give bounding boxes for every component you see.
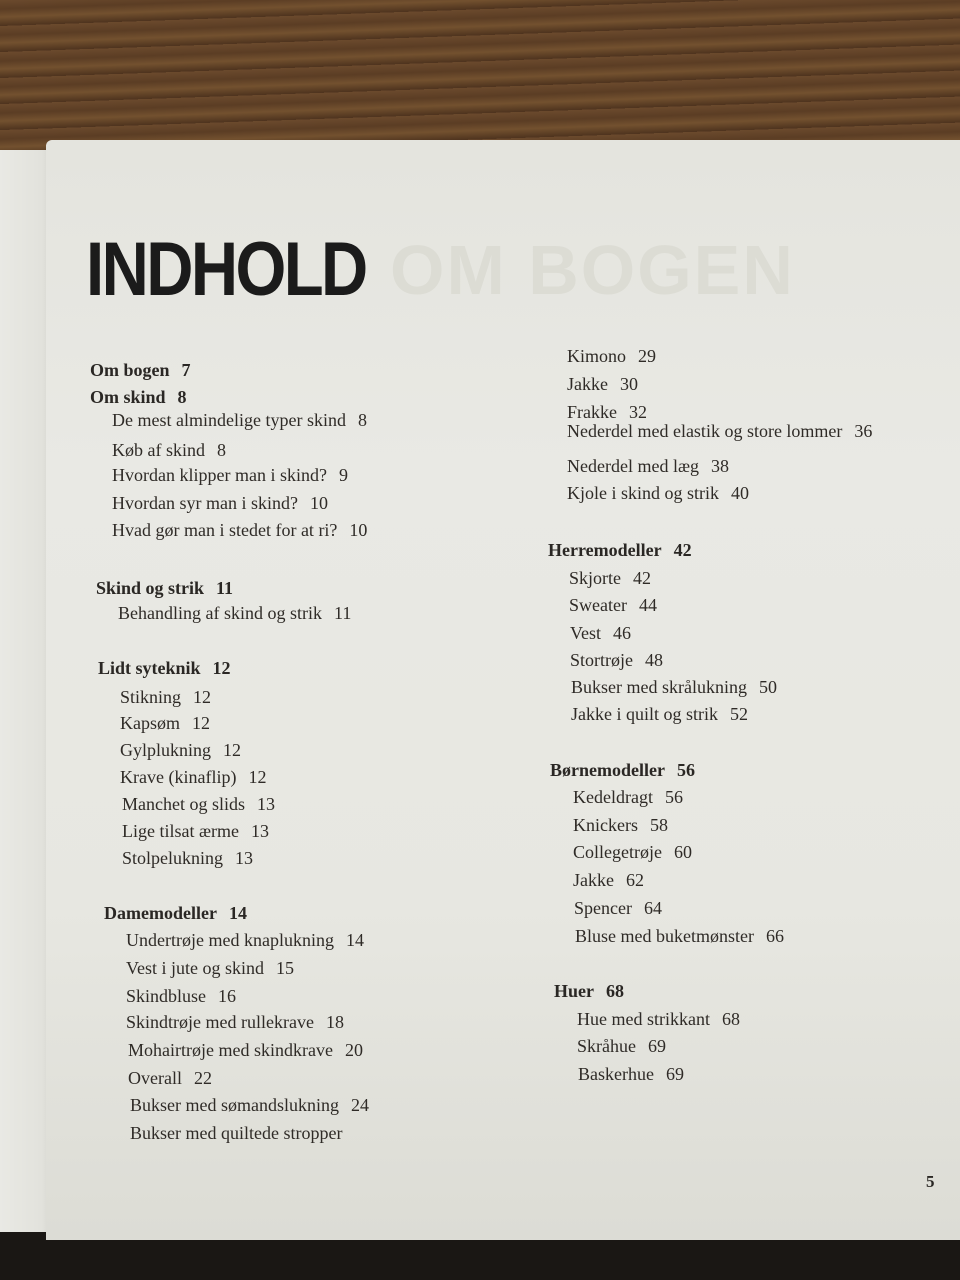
- toc-entry: [570, 623, 631, 644]
- toc-entry-page: 64: [643, 898, 662, 918]
- toc-entry-page: 10: [349, 520, 368, 540]
- toc-section-heading: [90, 387, 187, 408]
- toc-entry-label: Damemodeller: [104, 903, 217, 923]
- toc-entry: [112, 493, 328, 514]
- toc-entry-page: 16: [218, 986, 237, 1006]
- toc-entry-label: Køb af skind: [112, 440, 205, 460]
- toc-entry: [126, 986, 236, 1007]
- toc-entry-label: Bukser med quiltede stropper: [130, 1123, 343, 1143]
- toc-entry-page: 11: [216, 578, 234, 598]
- toc-entry: [573, 842, 692, 863]
- toc-entry: [112, 520, 367, 541]
- toc-entry: [120, 740, 241, 761]
- toc-entry-label: Jakke: [567, 374, 608, 394]
- toc-entry-page: 20: [344, 1040, 363, 1060]
- toc-entry-label: Kjole i skind og strik: [567, 483, 719, 503]
- toc-entry-page: 14: [228, 903, 247, 923]
- toc-entry-page: 58: [649, 815, 668, 835]
- toc-entry-page: 8: [217, 440, 226, 460]
- toc-entry-page: 13: [257, 794, 275, 814]
- toc-entry-label: Manchet og slids: [122, 794, 245, 814]
- toc-entry-label: Kapsøm: [120, 713, 180, 733]
- toc-entry: [118, 603, 351, 624]
- toc-entry-label: Skind og strik: [96, 578, 205, 598]
- toc-entry-page: 7: [181, 360, 191, 380]
- toc-entry-page: 12: [248, 767, 267, 787]
- toc-entry-page: 12: [192, 713, 210, 733]
- toc-entry: [126, 1012, 344, 1033]
- toc-entry-label: Overall: [128, 1068, 182, 1088]
- toc-entry-label: De mest almindelige typer skind: [112, 410, 346, 430]
- toc-entry-label: Vest i jute og skind: [126, 958, 264, 978]
- toc-entry-label: Hvad gør man i stedet for at ri?: [112, 520, 338, 540]
- toc-entry-label: Bluse med buketmønster: [575, 926, 754, 946]
- toc-entry-label: Herremodeller: [548, 540, 662, 560]
- toc-entry: [567, 402, 647, 423]
- toc-entry-page: 30: [619, 374, 638, 394]
- toc-entry-page: 8: [177, 387, 187, 407]
- toc-entry-page: 44: [638, 595, 657, 615]
- toc-entry: [128, 1068, 212, 1089]
- toc-entry-label: Frakke: [567, 402, 617, 422]
- toc-entry-page: 12: [212, 658, 231, 678]
- toc-entry: [120, 687, 211, 708]
- toc-entry-page: 50: [758, 677, 777, 697]
- toc-section-heading: [104, 903, 247, 924]
- toc-entry-label: Mohairtrøje med skindkrave: [128, 1040, 333, 1060]
- toc-entry-label: Skindtrøje med rullekrave: [126, 1012, 314, 1032]
- toc-entry: [578, 1064, 684, 1085]
- toc-section-heading: [550, 760, 695, 781]
- toc-entry-label: Knickers: [573, 815, 638, 835]
- toc-entry: [130, 1095, 369, 1116]
- toc-entry-page: 68: [606, 981, 624, 1001]
- toc-entry: [112, 410, 367, 431]
- toc-entry: [122, 821, 269, 842]
- toc-entry-page: 38: [710, 456, 729, 476]
- toc-entry-page: 15: [276, 958, 294, 978]
- toc-entry: [567, 456, 729, 477]
- toc-entry-label: Jakke: [573, 870, 614, 890]
- toc-entry: [567, 421, 872, 442]
- toc-entry-label: Børnemodeller: [550, 760, 665, 780]
- toc-entry: [571, 704, 748, 725]
- toc-entry-label: Stortrøje: [570, 650, 633, 670]
- toc-entry-label: Undertrøje med knaplukning: [126, 930, 334, 950]
- toc-entry-page: 18: [325, 1012, 344, 1032]
- toc-entry: [571, 677, 777, 698]
- toc-entry: [120, 713, 210, 734]
- toc-entry-label: Bukser med skrålukning: [571, 677, 747, 697]
- toc-entry-label: Sweater: [569, 595, 627, 615]
- toc-entry: [120, 767, 266, 788]
- toc-entry-page: 24: [351, 1095, 369, 1115]
- toc-entry-page: 32: [628, 402, 647, 422]
- toc-entry-label: Hvordan syr man i skind?: [112, 493, 298, 513]
- toc-entry-label: Kimono: [567, 346, 627, 366]
- toc-entry-label: Hvordan klipper man i skind?: [112, 465, 327, 485]
- toc-entry: [573, 815, 668, 836]
- toc-entry-page: 22: [193, 1068, 212, 1088]
- toc-entry: [573, 870, 644, 891]
- toc-entry-page: 62: [625, 870, 644, 890]
- toc-entry-page: 69: [665, 1064, 684, 1084]
- toc-entry: [128, 1040, 363, 1061]
- toc-entry-page: 14: [345, 930, 364, 950]
- toc-entry-page: 12: [223, 740, 242, 760]
- toc-entry: [570, 650, 663, 671]
- toc-entry-label: Spencer: [574, 898, 632, 918]
- toc-entry: [112, 465, 348, 486]
- toc-entry: [567, 346, 656, 367]
- toc-entry-label: Collegetrøje: [573, 842, 662, 862]
- toc-section-heading: [96, 578, 233, 599]
- toc-entry-page: 40: [731, 483, 749, 503]
- toc-entry-label: Bukser med sømandslukning: [130, 1095, 339, 1115]
- toc-entry-page: 9: [338, 465, 348, 485]
- toc-entry: [577, 1009, 740, 1030]
- toc-entry-page: 42: [633, 568, 651, 588]
- toc-entry-label: Huer: [554, 981, 594, 1001]
- toc-entry-label: Jakke i quilt og strik: [571, 704, 718, 724]
- toc-entry-label: Skjorte: [569, 568, 621, 588]
- toc-entry: [130, 1123, 354, 1144]
- toc-entry-label: Krave (kinaflip): [120, 767, 237, 787]
- page-title: INDHOLD: [86, 227, 366, 312]
- toc-entry-label: Om bogen: [90, 360, 170, 380]
- toc-entry-page: 10: [309, 493, 328, 513]
- toc-entry-page: 29: [638, 346, 657, 366]
- toc-entry-label: Stikning: [120, 687, 182, 707]
- toc-entry-label: Behandling af skind og strik: [118, 603, 322, 623]
- toc-entry: [112, 440, 226, 461]
- ghost-title-show-through: OM BOGEN: [390, 231, 795, 309]
- toc-entry-label: Om skind: [90, 387, 166, 407]
- toc-entry-label: Skråhue: [577, 1036, 636, 1056]
- toc-entry-label: Nederdel med læg: [567, 456, 699, 476]
- toc-entry-label: Skindbluse: [126, 986, 207, 1006]
- toc-entry-label: Lige tilsat ærme: [122, 821, 239, 841]
- toc-entry: [126, 930, 364, 951]
- toc-entry: [569, 595, 657, 616]
- toc-entry-page: 52: [730, 704, 748, 724]
- toc-entry-page: 46: [613, 623, 631, 643]
- toc-entry: [567, 483, 749, 504]
- toc-entry-label: Baskerhue: [578, 1064, 654, 1084]
- toc-entry: [575, 926, 784, 947]
- toc-entry-page: 12: [193, 687, 212, 707]
- toc-entry-page: 13: [250, 821, 269, 841]
- toc-section-heading: [548, 540, 692, 561]
- toc-entry-label: Vest: [570, 623, 601, 643]
- toc-entry-label: Lidt syteknik: [98, 658, 201, 678]
- toc-entry-page: 68: [721, 1009, 740, 1029]
- toc-entry-page: 66: [765, 926, 784, 946]
- toc-entry-label: Hue med strikkant: [577, 1009, 710, 1029]
- toc-section-heading: [98, 658, 231, 679]
- toc-entry-page: 60: [673, 842, 692, 862]
- toc-entry: [126, 958, 294, 979]
- toc-entry: [577, 1036, 666, 1057]
- toc-entry-page: 11: [333, 603, 352, 623]
- toc-entry-page: 13: [235, 848, 254, 868]
- toc-section-heading: [90, 360, 191, 381]
- toc-entry: [574, 898, 662, 919]
- toc-entry-label: Kedeldragt: [573, 787, 653, 807]
- toc-entry-page: 36: [854, 421, 873, 441]
- toc-entry-page: 8: [357, 410, 367, 430]
- toc-entry-page: 56: [676, 760, 695, 780]
- toc-entry-page: 56: [664, 787, 683, 807]
- toc-entry-label: Stolpelukning: [122, 848, 224, 868]
- toc-entry-page: 42: [673, 540, 692, 560]
- page-number: 5: [926, 1172, 935, 1191]
- toc-entry: [573, 787, 683, 808]
- toc-entry-page: 48: [645, 650, 663, 670]
- toc-section-heading: [554, 981, 624, 1002]
- toc-entry-label: Nederdel med elastik og store lommer: [567, 421, 843, 441]
- toc-entry: [122, 848, 253, 869]
- toc-entry-page: 69: [647, 1036, 666, 1056]
- toc-entry-label: Gylplukning: [120, 740, 212, 760]
- toc-entry: [567, 374, 638, 395]
- toc-entry: [569, 568, 651, 589]
- toc-entry: [122, 794, 275, 815]
